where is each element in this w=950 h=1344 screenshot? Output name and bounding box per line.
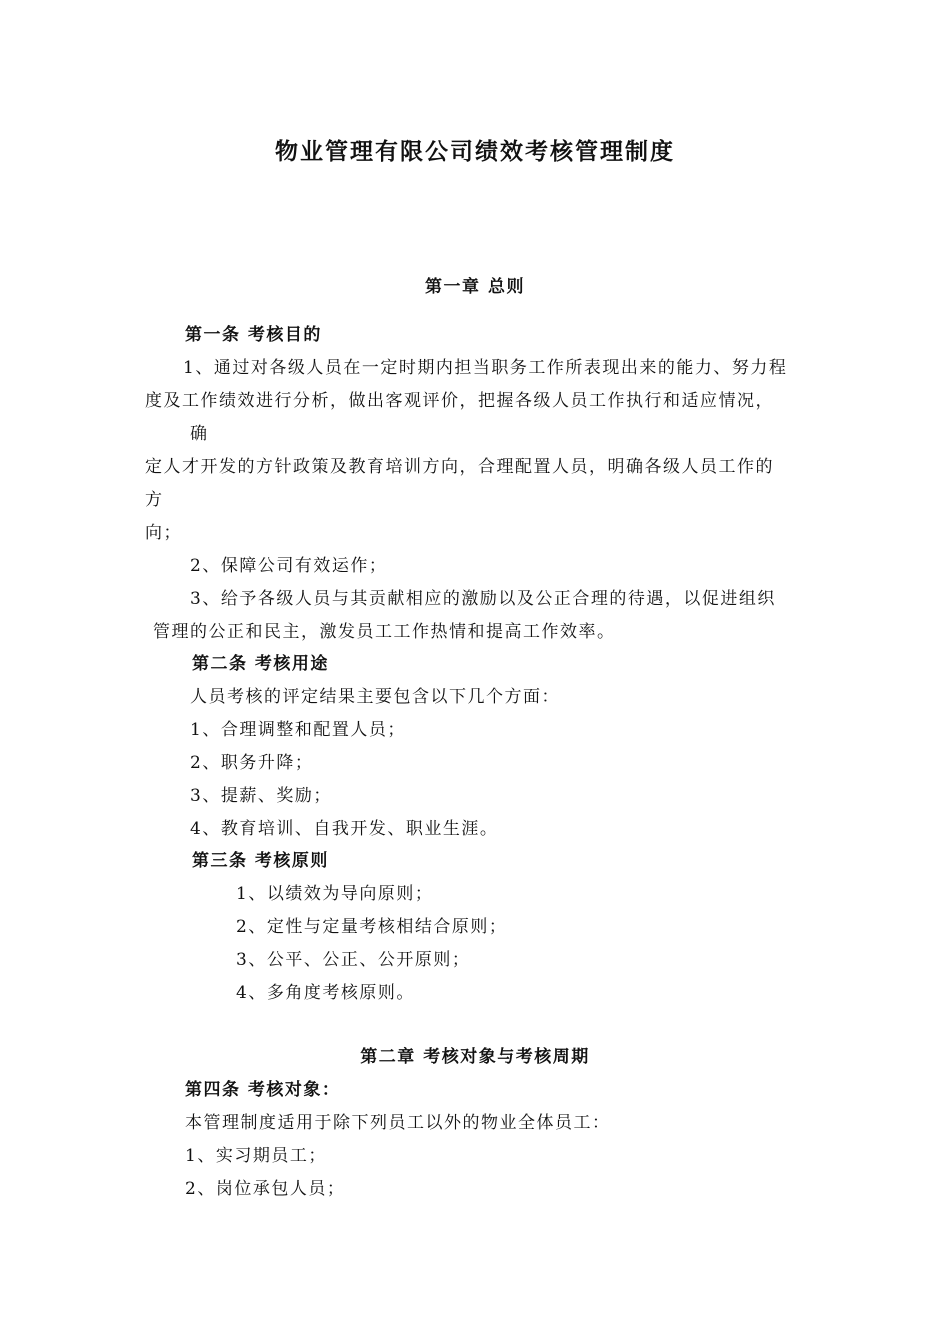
list-item: 2、职务升降；	[190, 753, 314, 773]
list-item: 1、以绩效为导向原则；	[236, 884, 434, 904]
article-4-intro: 本管理制度适用于除下列员工以外的物业全体员工：	[185, 1113, 611, 1133]
article-1-line: 3、给予各级人员与其贡献相应的激励以及公正合理的待遇，以促进组织	[190, 589, 776, 609]
article-1-line: 1、通过对各级人员在一定时期内担当职务工作所表现出来的能力、努力程	[183, 358, 788, 378]
article-1-line: 定人才开发的方针政策及教育培训方向，合理配置人员，明确各级人员工作的	[145, 457, 774, 477]
article-1-line: 2、保障公司有效运作；	[190, 556, 388, 576]
list-item: 1、合理调整和配置人员；	[190, 720, 406, 740]
chapter-1-heading: 第一章 总则	[425, 277, 525, 297]
list-item: 4、教育培训、自我开发、职业生涯。	[190, 819, 499, 839]
list-item: 3、公平、公正、公开原则；	[236, 950, 471, 970]
article-1-line: 向；	[145, 523, 182, 543]
list-item: 4、多角度考核原则。	[236, 983, 415, 1003]
article-2-intro: 人员考核的评定结果主要包含以下几个方面：	[190, 687, 560, 707]
list-item: 2、岗位承包人员；	[185, 1179, 346, 1199]
article-1-line: 度及工作绩效进行分析，做出客观评价，把握各级人员工作执行和适应情况，	[145, 391, 774, 411]
article-1-line: 方	[145, 490, 164, 510]
list-item: 2、定性与定量考核相结合原则；	[236, 917, 508, 937]
list-item: 1、实习期员工；	[185, 1146, 327, 1166]
article-1-heading: 第一条 考核目的	[185, 325, 322, 345]
article-3-heading: 第三条 考核原则	[192, 851, 329, 871]
article-2-heading: 第二条 考核用途	[192, 654, 329, 674]
document-title: 物业管理有限公司绩效考核管理制度	[275, 138, 675, 165]
article-1-line: 管理的公正和民主，激发员工工作热情和提高工作效率。	[153, 622, 616, 642]
article-1-line: 确	[190, 424, 209, 444]
article-4-heading: 第四条 考核对象：	[185, 1080, 341, 1100]
list-item: 3、提薪、奖励；	[190, 786, 332, 806]
chapter-2-heading: 第二章 考核对象与考核周期	[360, 1047, 590, 1067]
